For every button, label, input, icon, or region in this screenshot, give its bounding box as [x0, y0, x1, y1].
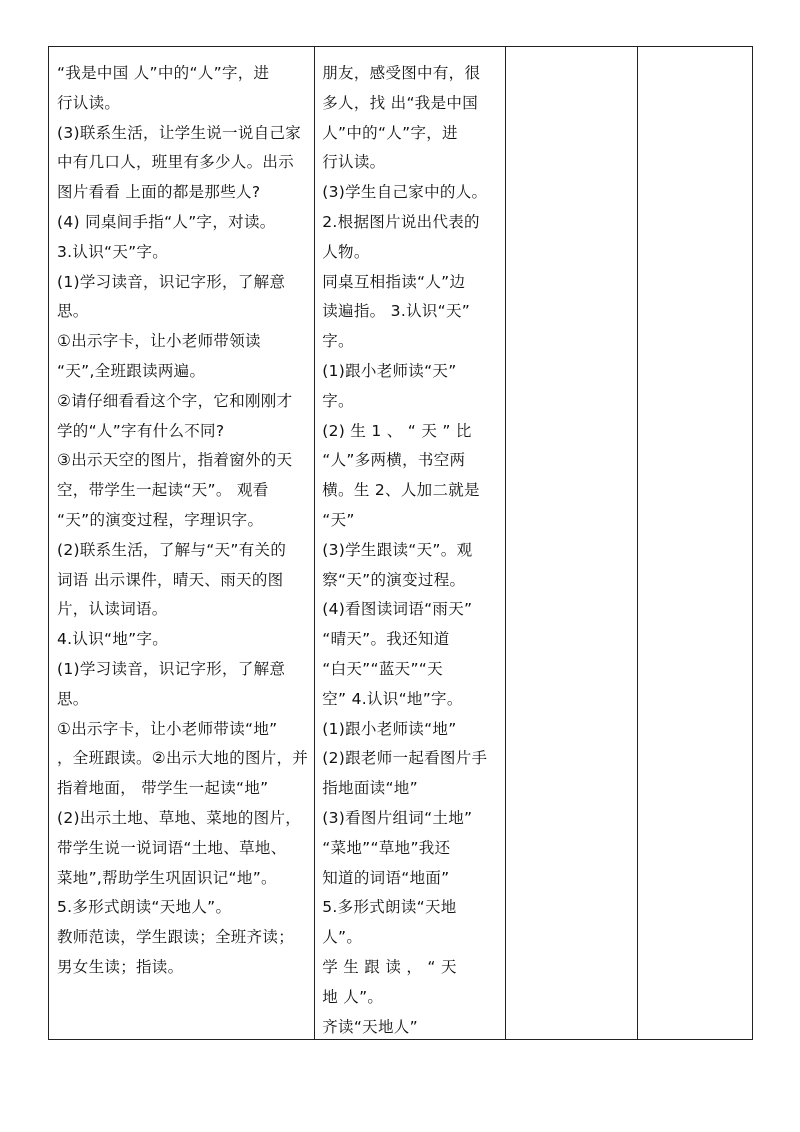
empty-cell-design-intent [506, 47, 639, 1039]
student-activity-line: “天” [322, 510, 355, 529]
student-activity-line: (4)看图读词语“雨天” [322, 600, 473, 619]
teacher-activity-line: 空，带学生一起读“天”。 观看 [57, 481, 269, 500]
student-activity-line: (1)跟小老师读“地” [322, 719, 457, 738]
teacher-activity-line: ③出示天空的图片，指着窗外的天 [57, 451, 293, 470]
student-activity-line: 2.根据图片说出代表的 [322, 212, 480, 231]
teacher-activity-line: 4.认识“地”字。 [57, 630, 169, 649]
teacher-activity-line: 菜地”,帮助学生巩固识记“地”。 [57, 868, 277, 887]
student-activity-line: 行认读。 [322, 153, 386, 172]
student-activity-line: 知道的词语“地面” [322, 868, 450, 887]
student-activity-line: 字。 [322, 332, 354, 351]
teacher-activity-line: 思。 [57, 689, 89, 708]
teacher-activity-line: 片，认读词语。 [57, 600, 168, 619]
teacher-activity-line: 思。 [57, 302, 89, 321]
student-activity-line: 同桌互相指读“人”边 [322, 272, 466, 291]
teacher-activity-line: 带学生说一说词语“土地、草地、 [57, 838, 287, 857]
lesson-plan-table [48, 46, 753, 1040]
student-activity-line: (3)学生自己家中的人。 [322, 183, 488, 202]
student-activity-line: 多人，找 出“我是中国 [322, 93, 479, 112]
teacher-activity-line: “天”,全班跟读两遍。 [57, 361, 206, 380]
student-activity-line: 指地面读“地” [322, 779, 418, 798]
teacher-activity-line: 指着地面， 带学生一起读“地” [57, 779, 269, 798]
student-activity-line: (1)跟小老师读“天” [322, 361, 457, 380]
student-activity-line: “白天”“蓝天”“天 [322, 659, 443, 678]
student-activity-line: “人”多两横，书空两 [322, 451, 466, 470]
teacher-activity-line: (2)出示土地、草地、菜地的图片， [57, 808, 302, 827]
student-activity-line: 读遍指。 3.认识“天” [322, 302, 471, 321]
student-activity-line: “菜地”“草地”我还 [322, 838, 451, 857]
teacher-activity-line: ②请仔细看看这个字，它和刚刚才 [57, 391, 293, 410]
teacher-activity-line: 行认读。 [57, 93, 121, 112]
empty-cell-notes [638, 47, 752, 1039]
student-activity-line: 空” 4.认识“地”字。 [322, 689, 463, 708]
student-activity-line: (3)看图片组词“土地” [322, 808, 473, 827]
teacher-activity-line: (3)联系生活，让学生说一说自己家 [57, 123, 302, 142]
student-activity-line: (2)跟老师一起看图片手 [322, 749, 488, 768]
student-activity-line: 地 人”。 [322, 987, 384, 1006]
teacher-activity-line: “我是中国 人”中的“人”字，进 [57, 64, 270, 82]
student-activity-line: 字。 [322, 391, 354, 410]
student-activity-line: 齐读“天地人” [322, 1017, 418, 1036]
teacher-activity-line: 学的“人”字有什么不同? [57, 421, 225, 440]
teacher-activity-line: (1)学习读音，识记字形，了解意 [57, 659, 286, 678]
teacher-activity-line: “天”的演变过程，字理识字。 [57, 510, 264, 529]
student-activity-line: 人物。 [322, 242, 370, 261]
teacher-activity-line: (2)联系生活，了解与“天”有关的 [57, 540, 287, 559]
student-activity-line: 横。生 2、人加二就是 [322, 481, 480, 500]
student-activity-line: 人”。 [322, 928, 363, 947]
student-activity-line: (3)学生跟读“天”。观 [322, 540, 473, 559]
student-activity-line: 人”中的“人”字，进 [322, 123, 458, 142]
teacher-activity-line: 图片看看 上面的都是那些人? [57, 183, 261, 202]
student-activity-line: 察“天”的演变过程。 [322, 570, 466, 589]
teacher-activity-line: (1)学习读音，识记字形，了解意 [57, 272, 286, 291]
teacher-activity-line: 5.多形式朗读“天地人”。 [57, 898, 232, 917]
student-activity-line: “晴天”。我还知道 [322, 630, 450, 649]
student-activity-cell [315, 47, 505, 1039]
teacher-activity-line: ，全班跟读。②出示大地的图片，并 [57, 749, 309, 768]
teacher-activity-line: 词语 出示课件，晴天、雨天的图 [57, 570, 284, 589]
teacher-activity-line: 中有几口人，班里有多少人。出示 [57, 153, 295, 172]
teacher-activity-line: (4) 同桌间手指“人”字，对读。 [57, 212, 276, 231]
teacher-activity-line: 3.认识“天”字。 [57, 242, 169, 261]
teacher-activity-line: 教师范读，学生跟读；全班齐读； [57, 928, 295, 947]
student-activity-line: (2) 生 1 、 “ 天 ” 比 [322, 421, 472, 440]
teacher-activity-line: ①出示字卡，让小老师带领读 [57, 332, 261, 351]
teacher-activity-line: ①出示字卡，让小老师带读“地” [57, 719, 278, 738]
teacher-activity-line: 男女生读；指读。 [57, 957, 184, 976]
student-activity-line: 朋友，感受图中有，很 [322, 64, 481, 82]
teacher-activity-cell [49, 47, 315, 1039]
student-activity-line: 5.多形式朗读“天地 [322, 898, 457, 917]
student-activity-line: 学 生 跟 读 ， “ 天 [322, 957, 457, 976]
